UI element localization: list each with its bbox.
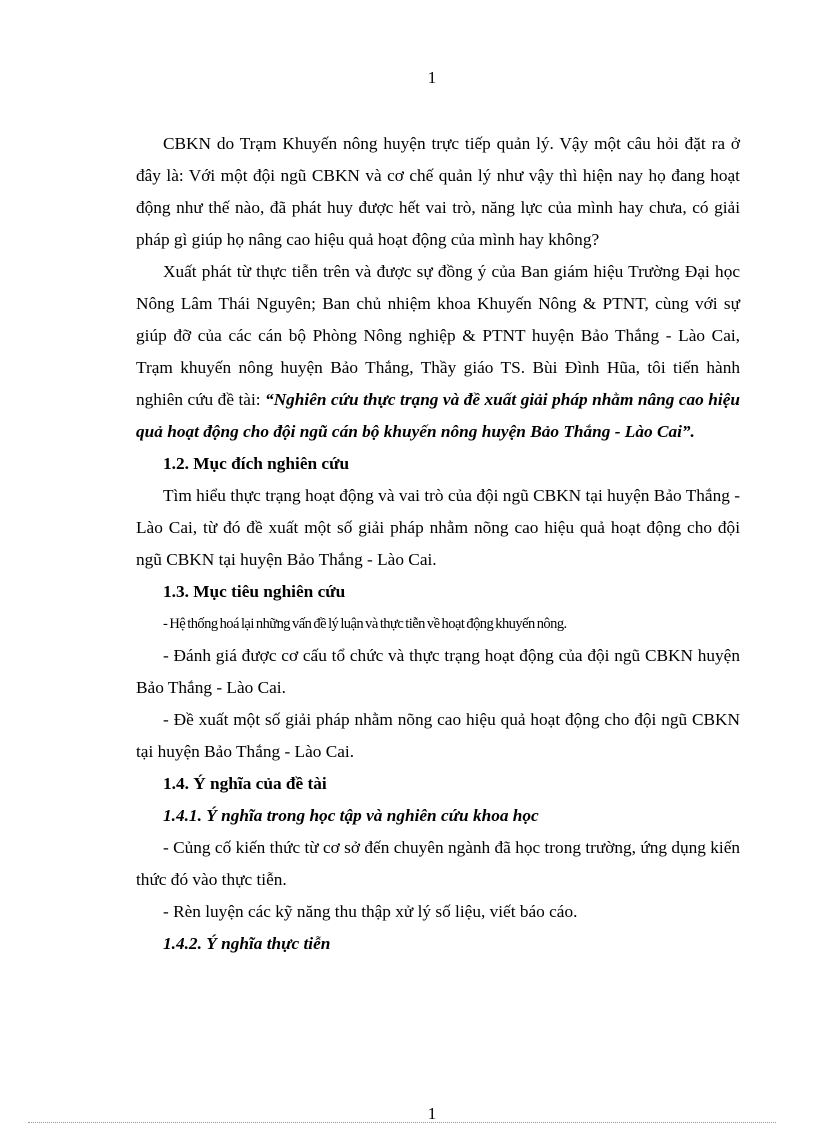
section-1-3-heading: 1.3. Mục tiêu nghiên cứu [163, 582, 346, 601]
page-number-top: 1 [427, 68, 437, 87]
objective-item-3: - Đề xuất một số giải pháp nhằm nõng cao hiệu quả hoạt động cho đội ngũ CBKN tại huyện Bảo Thắng - Lào Cai. [136, 710, 740, 761]
intro-paragraph-2-text: Xuất phát từ thực tiễn trên và được sự đồng ý của Ban giám hiệu Trường Đại học Nông Lâm Thái Nguyên; Ban chủ nhiệm khoa Khuyến Nông & PTNT, cùng với sự giúp đỡ của các cán bộ Phòng Nông nghiệp & PTNT huyện Bảo Thắng - Lào Cai, Trạm khuyến nông huyện Bảo Thắng, Thầy giáo TS. Bùi Đình Hũa, tôi tiến hành nghiên cứu đề tài: [136, 262, 740, 409]
significance-item-1: - Củng cố kiến thức từ cơ sở đến chuyên ngành đã học trong trường, ứng dụng kiến thức đó vào thực tiễn. [136, 838, 740, 889]
section-1-4-2-heading: 1.4.2. Ý nghĩa thực tiễn [163, 934, 331, 953]
section-1-2-paragraph: Tìm hiểu thực trạng hoạt động và vai trò của đội ngũ CBKN tại huyện Bảo Thắng - Lào Cai, từ đó đề xuất một số giải pháp nhằm nõng cao hiệu quả hoạt động cho đội ngũ CBKN tại huyện Bảo Thắng - Lào Cai. [136, 486, 740, 569]
objective-item-1: - Hệ thống hoá lại những vấn đề lý luận và thực tiễn về hoạt động khuyến nông. [163, 616, 567, 632]
objective-item-2: - Đánh giá được cơ cấu tổ chức và thực trạng hoạt động của đội ngũ CBKN huyện Bảo Thắng - Lào Cai. [136, 646, 740, 697]
intro-paragraph-2 [136, 256, 740, 448]
research-topic-title: “Nghiên cứu thực trạng và đề xuất giải pháp nhằm nâng cao hiệu quả hoạt động cho đội ngũ cán bộ khuyến nông huyện Bảo Thắng - Lào Cai”. [136, 390, 740, 441]
document-body [136, 128, 740, 960]
section-1-2-heading: 1.2. Mục đích nghiên cứu [163, 454, 350, 473]
page-number-bottom: 1 [427, 1104, 437, 1123]
section-1-4-1-heading: 1.4.1. Ý nghĩa trong học tập và nghiên cứu khoa học [163, 806, 539, 825]
section-1-4-heading: 1.4. Ý nghĩa của đề tài [163, 774, 327, 793]
significance-item-2: - Rèn luyện các kỹ năng thu thập xử lý số liệu, viết báo cáo. [163, 902, 578, 921]
intro-paragraph-1: CBKN do Trạm Khuyến nông huyện trực tiếp quản lý. Vậy một câu hỏi đặt ra ở đây là: Với một đội ngũ CBKN và cơ chế quản lý như vậy thì hiện nay họ đang hoạt động như thế nào, đã phát huy được hết vai trò, năng lực của mình hay chưa, có giải pháp gì giúp họ nâng cao hiệu quả hoạt động của mình hay không? [136, 134, 740, 249]
